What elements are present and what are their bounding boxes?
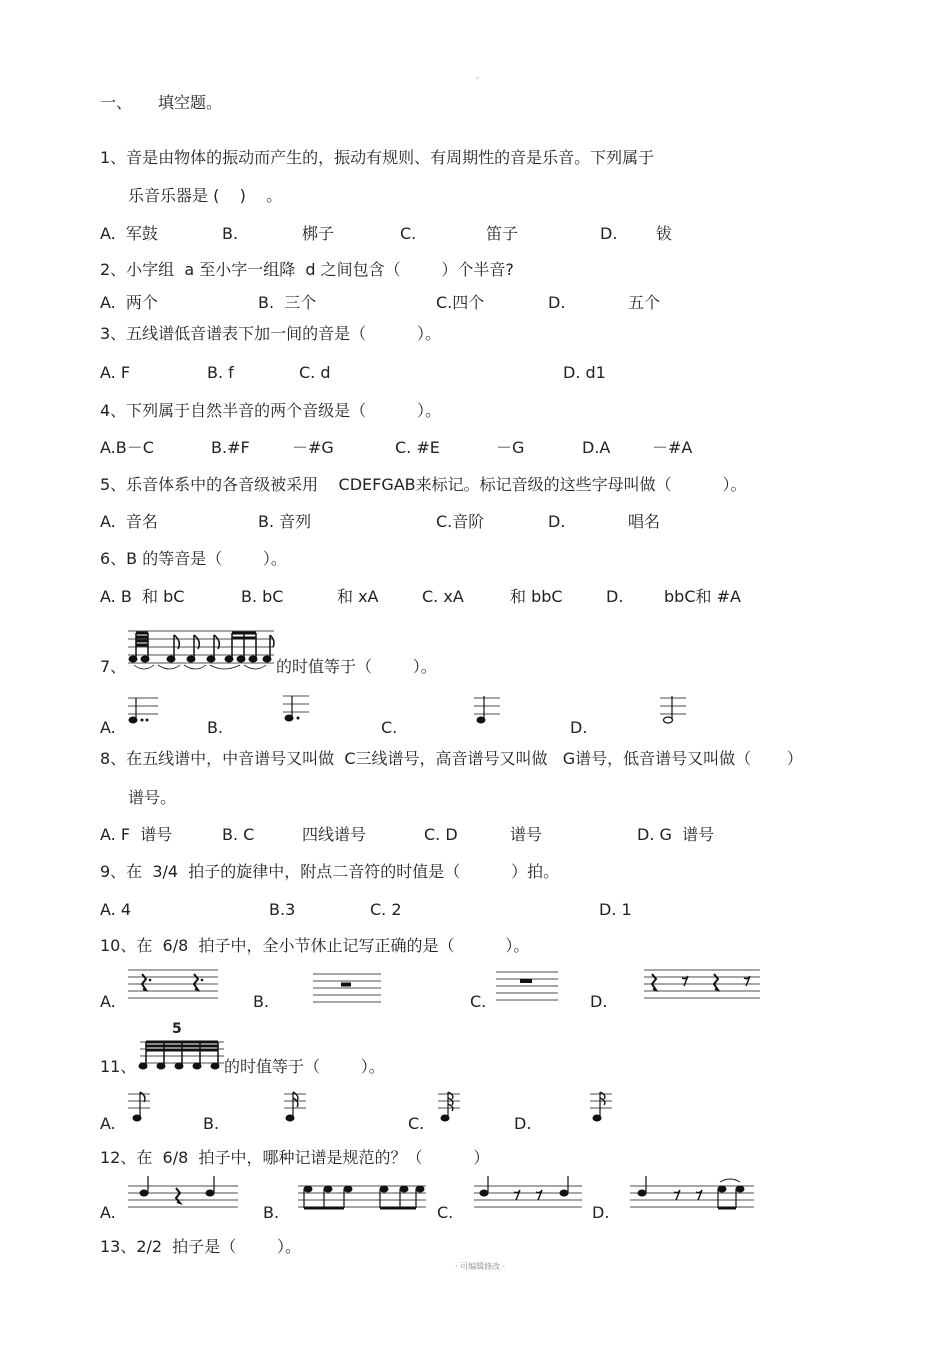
- q10-option-c-label: C.: [470, 992, 487, 1011]
- q11-option-d-note: [590, 1090, 614, 1126]
- q11-option-b-note: [284, 1090, 308, 1126]
- q10-option-a-label: A.: [100, 992, 116, 1011]
- q10-option-d-label: D.: [590, 992, 608, 1011]
- q12-option-c-staff: [474, 1182, 584, 1216]
- q9-option-b: B.3: [269, 900, 296, 919]
- q3-option-d: D. d1: [563, 363, 606, 382]
- q2-option-a: A. 两个: [100, 293, 158, 312]
- q1-option-d-label: D.: [600, 224, 618, 243]
- question-10: 10、在 6/8 拍子中，全小节休止记写正确的是（ ）。: [100, 936, 530, 955]
- q10-option-b-label: B.: [253, 992, 270, 1011]
- q6-option-b: B. bC: [241, 587, 284, 606]
- question-8: 8、在五线谱中，中音谱号又叫做 C三线谱号，高音谱号又叫做 G谱号，低音谱号又叫做（ ）: [100, 749, 803, 768]
- q4-option-c: C. #E: [395, 438, 440, 457]
- question-7: 7、: [100, 657, 127, 676]
- q8-option-c2: 谱号: [510, 825, 543, 844]
- q7-option-a-note: [128, 694, 160, 728]
- q6-option-b2: 和 xA: [337, 587, 379, 606]
- section-title: 填空题。: [158, 93, 223, 112]
- q10-option-a-staff: [128, 966, 220, 1002]
- q4-option-c2: －G: [496, 438, 525, 457]
- q7-option-c-note: [474, 694, 502, 728]
- q11-option-c-label: C.: [408, 1114, 425, 1133]
- q4-option-b: B.#F: [211, 438, 250, 457]
- q9-option-d: D. 1: [599, 900, 632, 919]
- q8-option-a: A. F 谱号: [100, 825, 173, 844]
- question-5: 5、乐音体系中的各音级被采用 CDEFGAB来标记。标记音级的这些字母叫做（ ）。: [100, 475, 747, 494]
- question-7-cont: 的时值等于（ ）。: [276, 657, 437, 676]
- q1-option-b: 梆子: [302, 224, 335, 243]
- q7-rhythm-figure: [128, 625, 278, 671]
- q2-option-b: B. 三个: [258, 293, 317, 312]
- header-mark: 。: [476, 71, 484, 80]
- question-12: 12、在 6/8 拍子中，哪种记谱是规范的？（ ）: [100, 1148, 490, 1167]
- footer-note: · 可编辑修改 ·: [455, 1262, 506, 1271]
- q6-option-c: C. xA: [422, 587, 464, 606]
- q1-option-b-label: B.: [222, 224, 239, 243]
- question-8-cont: 谱号。: [128, 788, 177, 807]
- q4-option-d2: －#A: [652, 438, 693, 457]
- q2-option-c: C.四个: [436, 293, 485, 312]
- q5-option-d-label: D.: [548, 512, 566, 531]
- q5-option-b: B. 音列: [258, 512, 312, 531]
- q4-option-b2: －#G: [292, 438, 334, 457]
- q7-option-d-label: D.: [570, 718, 588, 737]
- q12-option-c-label: C.: [437, 1203, 454, 1222]
- q1-option-a: A. 军鼓: [100, 224, 158, 243]
- q7-option-c-label: C.: [381, 718, 398, 737]
- question-6: 6、B 的等音是（ ）。: [100, 549, 287, 568]
- q1-option-c: 笛子: [486, 224, 519, 243]
- question-1: 1、音是由物体的振动而产生的，振动有规则、有周期性的音是乐音。下列属于: [100, 148, 655, 167]
- question-13: 13、2/2 拍子是（ ）。: [100, 1237, 301, 1256]
- q5-option-d: 唱名: [628, 512, 661, 531]
- q6-option-c2: 和 bbC: [510, 587, 563, 606]
- q12-option-a-label: A.: [100, 1203, 116, 1222]
- section-number: 一、: [100, 93, 133, 112]
- question-9: 9、在 3/4 拍子的旋律中，附点二音符的时值是（ ）拍。: [100, 862, 560, 881]
- q9-option-a: A. 4: [100, 900, 132, 919]
- q12-option-d-label: D.: [592, 1203, 610, 1222]
- q11-tuplet-number: 5: [172, 1021, 182, 1037]
- q10-option-b-staff: [313, 970, 383, 1004]
- q3-option-c: C. d: [299, 363, 331, 382]
- q7-option-b-label: B.: [207, 718, 224, 737]
- q6-option-d-label: D.: [606, 587, 624, 606]
- q11-option-a-label: A.: [100, 1114, 116, 1133]
- q4-option-a: A.B－C: [100, 438, 154, 457]
- q11-rhythm-figure: [140, 1038, 226, 1072]
- question-3: 3、五线谱低音谱表下加一间的音是（ ）。: [100, 324, 442, 343]
- q12-option-a-staff: [128, 1182, 240, 1216]
- q4-option-d: D.A: [582, 438, 611, 457]
- q5-option-a: A. 音名: [100, 512, 158, 531]
- q12-option-d-staff: [630, 1180, 756, 1216]
- q7-option-d-note: [660, 694, 688, 728]
- q10-option-d-staff: [644, 966, 762, 1002]
- q9-option-c: C. 2: [370, 900, 402, 919]
- q12-option-b-staff: [298, 1182, 428, 1216]
- question-4: 4、下列属于自然半音的两个音级是（ ）。: [100, 401, 442, 420]
- q8-option-d: D. G 谱号: [637, 825, 715, 844]
- q11-option-a-note: [128, 1090, 152, 1126]
- q11-option-d-label: D.: [514, 1114, 532, 1133]
- q1-option-d: 钹: [656, 224, 673, 243]
- q8-option-b2: 四线谱号: [302, 825, 367, 844]
- q3-option-b: B. f: [207, 363, 234, 382]
- q6-option-d: bbC和 #A: [664, 587, 741, 606]
- question-1-cont: 乐音乐器是 ( ) 。: [128, 186, 283, 205]
- q7-option-a-label: A.: [100, 718, 116, 737]
- q1-option-c-label: C.: [400, 224, 417, 243]
- q11-option-b-label: B.: [203, 1114, 220, 1133]
- q10-option-c-staff: [496, 968, 560, 1002]
- q8-option-b: B. C: [222, 825, 255, 844]
- q12-option-b-label: B.: [263, 1203, 280, 1222]
- question-11: 11、: [100, 1057, 137, 1076]
- q5-option-c: C.音阶: [436, 512, 485, 531]
- q3-option-a: A. F: [100, 363, 131, 382]
- question-11-cont: 的时值等于（ ）。: [224, 1057, 385, 1076]
- q7-option-b-note: [283, 692, 311, 726]
- q2-option-d-label: D.: [548, 293, 566, 312]
- q8-option-c: C. D: [424, 825, 458, 844]
- question-2: 2、小字组 a 至小字一组降 d 之间包含（ ）个半音?: [100, 260, 514, 279]
- q2-option-d: 五个: [628, 293, 661, 312]
- q11-option-c-note: [438, 1090, 462, 1126]
- q6-option-a: A. B 和 bC: [100, 587, 185, 606]
